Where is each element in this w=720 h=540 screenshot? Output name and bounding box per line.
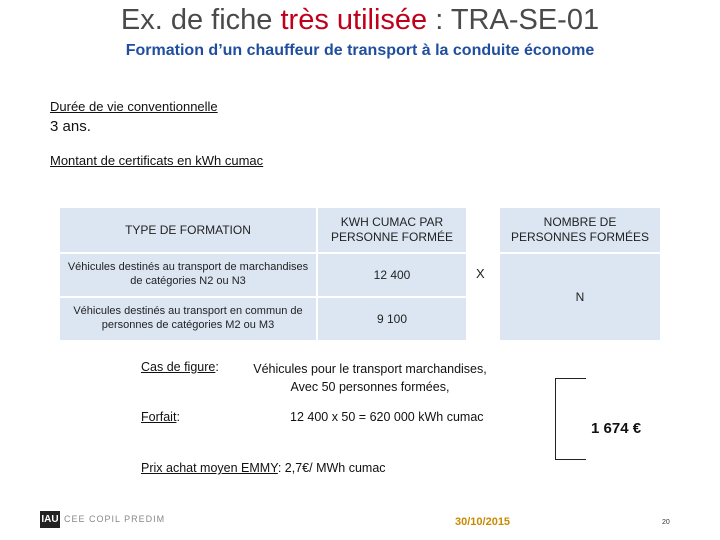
footer-date: 30/10/2015	[455, 516, 511, 528]
case-label-wrap	[141, 360, 219, 374]
title-prefix: Ex. de fiche	[120, 4, 281, 36]
case-text-line2: Avec 50 personnes formées,	[290, 380, 450, 394]
lifetime-value: 3 ans.	[50, 118, 91, 135]
page-title	[0, 4, 720, 37]
header-count: NOMBRE DE PERSONNES FORMÉES	[500, 208, 660, 252]
title-highlight: très utilisée	[280, 4, 428, 36]
row-type-1: Véhicules destinés au transport de marchandises de catégories N2 ou N3	[60, 254, 316, 296]
flat-label-wrap	[141, 410, 180, 424]
case-label: Cas de figure	[141, 360, 216, 374]
case-colon: :	[215, 360, 219, 374]
row-kwh-2: 9 100	[318, 298, 466, 340]
lifetime-label: Durée de vie conventionnelle	[50, 99, 218, 114]
page-subtitle: Formation d’un chauffeur de transport à la conduite économe	[125, 42, 595, 59]
flat-label: Forfait	[141, 410, 177, 424]
header-kwh: KWH CUMAC PAR PERSONNE FORMÉE	[318, 208, 466, 252]
title-suffix: : TRA-SE-01	[427, 4, 600, 36]
result-bracket	[555, 378, 586, 460]
header-type: TYPE DE FORMATION	[60, 208, 316, 252]
page-number: 20	[662, 519, 670, 526]
case-text	[240, 360, 500, 396]
result-value: 1 674 €	[591, 420, 642, 437]
price-line	[141, 461, 386, 475]
multiply-sign: X	[476, 266, 485, 281]
count-cell: N	[500, 254, 660, 340]
flat-colon: :	[176, 410, 180, 424]
row-type-2: Véhicules destinés au transport en commun de personnes de catégories M2 ou M3	[60, 298, 316, 340]
iau-logo: IAU	[40, 511, 60, 528]
footer-text: CEE COPIL PREDIM	[64, 514, 166, 524]
price-text: : 2,7€/ MWh cumac	[277, 461, 386, 475]
price-label: Prix achat moyen EMMY	[141, 461, 278, 475]
row-kwh-1: 12 400	[318, 254, 466, 296]
flat-text: 12 400 x 50 = 620 000 kWh cumac	[290, 410, 484, 424]
case-text-line1: Véhicules pour le transport marchandises,	[253, 362, 487, 376]
certificates-label: Montant de certificats en kWh cumac	[50, 153, 264, 168]
